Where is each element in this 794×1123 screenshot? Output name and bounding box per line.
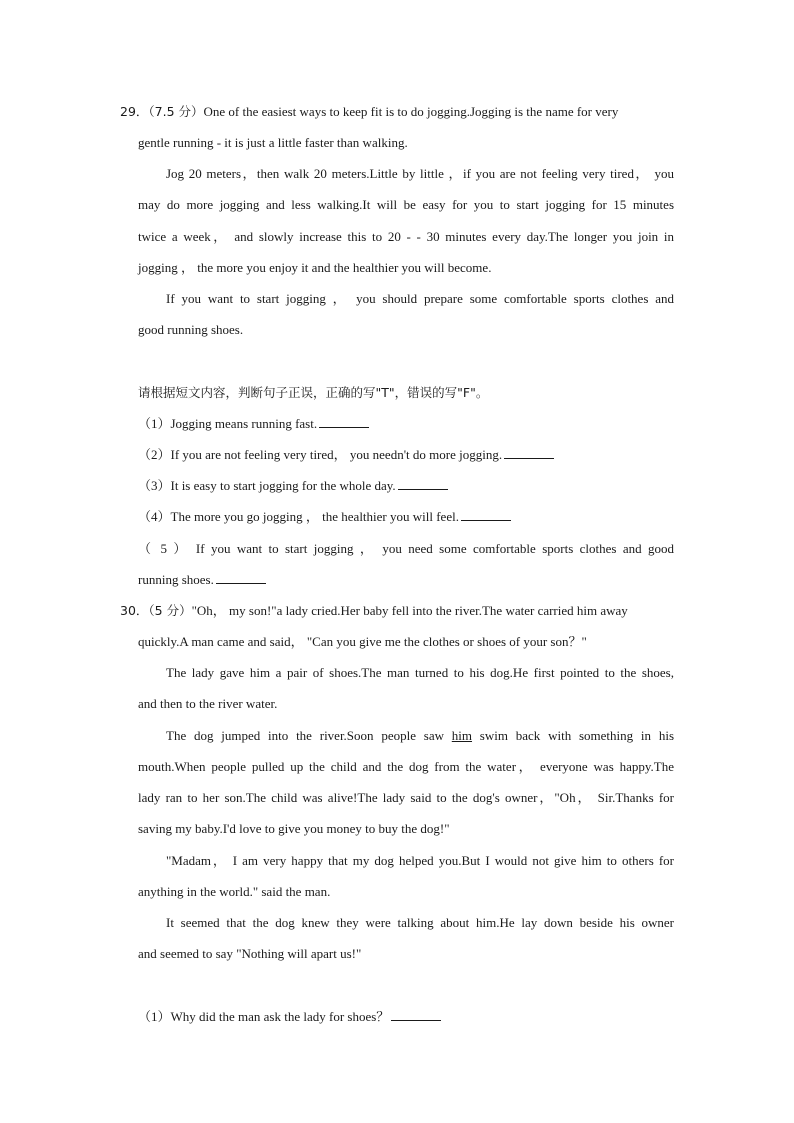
q30-para3-line1-a: The dog jumped into the river.Soon people saw	[166, 728, 452, 743]
answer-blank[interactable]	[461, 508, 511, 521]
q30-para3-line3: lady ran to her son.The child was alive!The lady said to the dog's owner，"Oh， Sir.Thanks for	[138, 790, 674, 805]
q29-item-3	[138, 477, 448, 495]
q30-para3-line2: mouth.When people pulled up the child and the dog from the water， everyone was happy.The	[138, 759, 674, 774]
q29-para3-line2: good running shoes.	[138, 322, 244, 337]
q29-instruction: 请根据短文内容，判断句子正误，正确的写"T"，错误的写"F"。	[138, 385, 489, 400]
answer-blank[interactable]	[398, 477, 448, 490]
answer-blank[interactable]	[216, 571, 266, 584]
answer-blank[interactable]	[319, 415, 369, 428]
q29-para1-line1: One of the easiest ways to keep fit is to do jogging.Jogging is the name for very	[203, 104, 619, 119]
q30-para3-line4: saving my baby.I'd love to give you money to buy the dog!"	[138, 821, 450, 836]
q29-number: 29．	[120, 104, 149, 119]
q30-first-line	[120, 602, 628, 620]
q29-item-4	[138, 508, 511, 526]
answer-blank[interactable]	[391, 1008, 441, 1021]
q29-para2-line2: may do more jogging and less walking.It will be easy for you to start jogging for 15 minutes	[138, 197, 674, 212]
q30-question-1	[138, 1008, 441, 1026]
q30-para5-line2: and seemed to say "Nothing will apart us!"	[138, 946, 362, 961]
q30-para2-line1: The lady gave him a pair of shoes.The man turned to his dog.He first pointed to the shoes,	[166, 665, 674, 680]
q29-para3-line1: If you want to start jogging ， you should prepare some comfortable sports clothes and	[166, 291, 674, 306]
q29-first-line	[120, 103, 618, 121]
answer-blank[interactable]	[504, 446, 554, 459]
q30-para3-line1-b: swim back with something in his	[472, 728, 674, 743]
q29-item-1-text: （1）Jogging means running fast.	[138, 416, 318, 431]
q30-para4-line2: anything in the world." said the man.	[138, 884, 331, 899]
q29-para1-line2: gentle running - it is just a little faster than walking.	[138, 135, 408, 150]
q30-score: （5 分）	[148, 603, 192, 618]
q29-item-5-line2	[138, 571, 266, 589]
q29-para2-line4: jogging ， the more you enjoy it and the healthier you will become.	[138, 260, 492, 275]
q30-para5-line1: It seemed that the dog knew they were talking about him.He lay down beside his owner	[166, 915, 674, 930]
underlined-word: him	[451, 728, 473, 743]
q29-item-2	[138, 446, 554, 464]
q30-para2-line2: and then to the river water.	[138, 696, 278, 711]
q30-question-1-text: （1）Why did the man ask the lady for shoes？	[138, 1009, 390, 1024]
q29-item-5-line1: （ 5 ） If you want to start jogging ， you need some comfortable sports clothes and good	[138, 541, 674, 556]
q29-item-2-text: （2）If you are not feeling very tired， you needn't do more jogging.	[138, 447, 503, 462]
q30-para1-line1: "Oh， my son!"a lady cried.Her baby fell into the river.The water carried him away	[191, 603, 628, 618]
q30-number: 30．	[120, 603, 149, 618]
q29-item-5-text: running shoes.	[138, 572, 214, 587]
q30-para4-line1: "Madam， I am very happy that my dog helped you.But I would not give him to others for	[166, 853, 674, 868]
q29-item-3-text: （3）It is easy to start jogging for the whole day.	[138, 478, 396, 493]
q29-score: （7.5 分）	[148, 104, 204, 119]
q29-para2-line1: Jog 20 meters，then walk 20 meters.Little by little ，if you are not feeling very tired， you	[166, 166, 674, 181]
q30-para3-line1	[166, 727, 674, 745]
q30-para1-line2: quickly.A man came and said， "Can you give me the clothes or shoes of your son？"	[138, 634, 587, 649]
q29-item-1	[138, 415, 369, 433]
q29-item-4-text: （4）The more you go jogging ， the healthier you will feel.	[138, 509, 459, 524]
q29-para2-line3: twice a week， and slowly increase this to 20 - - 30 minutes every day.The longer you join in	[138, 229, 674, 244]
